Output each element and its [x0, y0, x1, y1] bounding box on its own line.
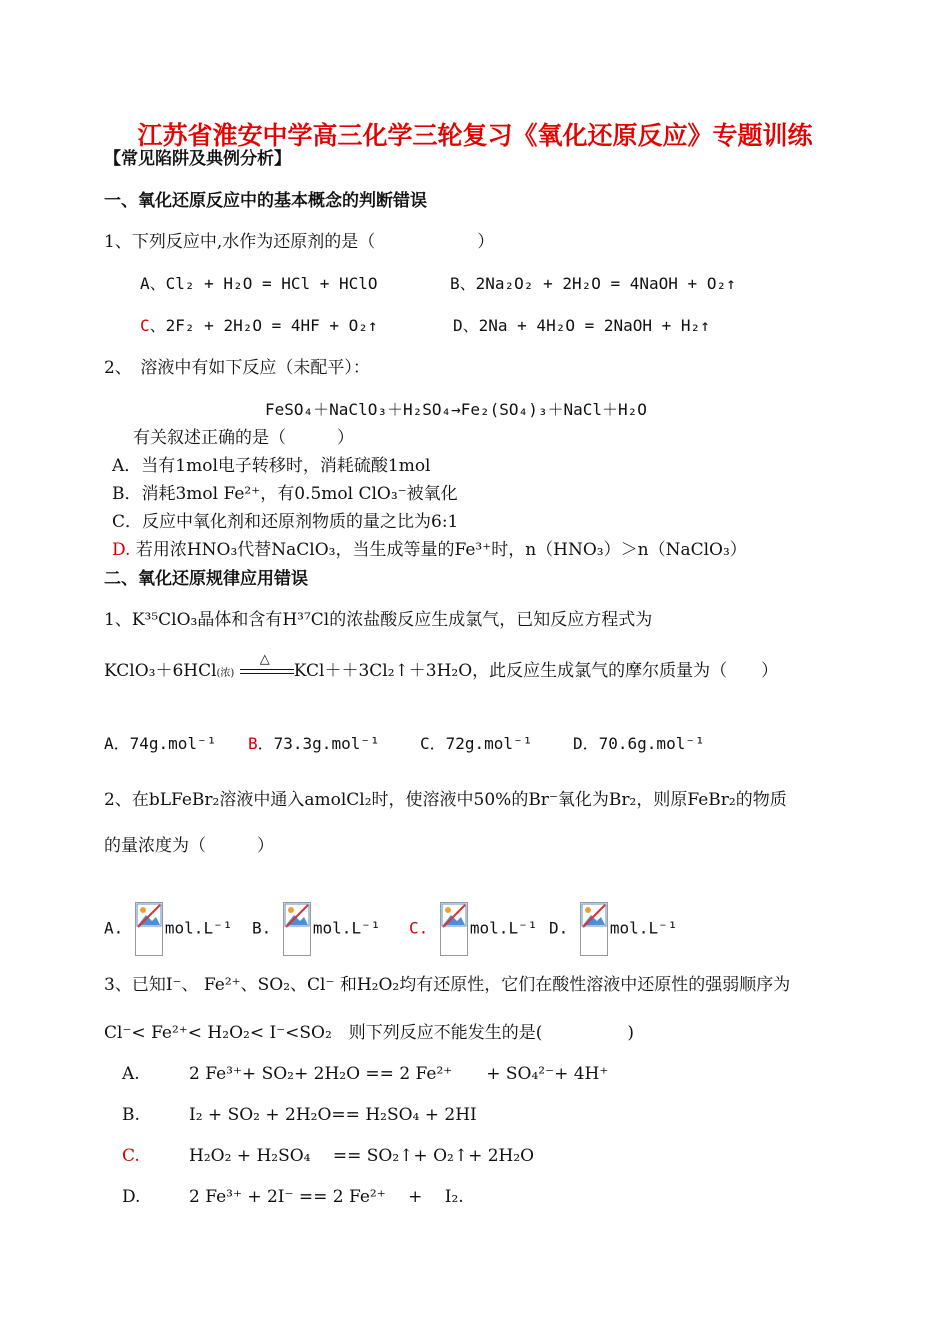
p2q2-unit: mol.L⁻¹ [164, 918, 233, 938]
page-title: 江苏省淮安中学高三化学三轮复习《氧化还原反应》专题训练 [137, 121, 813, 150]
p2q2-option-b-letter: B. [252, 918, 272, 938]
p2q3-stem-line2: Cl⁻< Fe²⁺< H₂O₂< I⁻<SO₂ 则下列反应不能发生的是( ) [104, 1023, 635, 1043]
broken-image-icon [440, 902, 468, 956]
broken-image-icon [580, 902, 608, 956]
broken-image-icon [283, 902, 311, 956]
q2-option-b: B．消耗3mol Fe²⁺，有0.5mol ClO₃⁻被氧化 [112, 484, 458, 504]
p2q2-option-d-letter: D. [549, 918, 569, 938]
p2q3-option-c-label: C. [122, 1146, 140, 1166]
p2q3-option-d-label: D. [122, 1187, 141, 1207]
broken-image-icon [135, 902, 163, 956]
q2-stem: 2、 溶液中有如下反应（未配平）： [104, 358, 370, 378]
q1-stem: 1、下列反应中,水作为还原剂的是（ ） [104, 232, 495, 252]
part2-heading: 二、氧化还原规律应用错误 [104, 569, 308, 589]
p2q3-option-d: 2 Fe³⁺ + 2I⁻ == 2 Fe²⁺ + I₂. [189, 1187, 464, 1207]
q1-option-c-text: 、2F₂ + 2H₂O = 4HF + O₂↑ [149, 316, 378, 335]
p2q2-unit: mol.L⁻¹ [469, 918, 538, 938]
q2-option-d [112, 539, 747, 561]
p2q1-option-b-text: ．73.3g.mol⁻¹ [257, 734, 380, 753]
part1-heading: 一、氧化还原反应中的基本概念的判断错误 [104, 191, 427, 211]
p2q2-option-a [104, 902, 232, 956]
p2q2-unit: mol.L⁻¹ [312, 918, 381, 938]
p2q3-option-b-label: B. [122, 1105, 140, 1125]
p2q1-eq-left: KClO₃＋6HCl [104, 661, 217, 681]
section-header: 【常见陷阱及典例分析】 [104, 149, 291, 169]
p2q2-option-b [252, 902, 380, 956]
p2q2-option-c-letter: C. [409, 918, 429, 938]
p2q1-eq-cond: (浓) [216, 668, 235, 679]
q2-option-d-letter: D. [112, 540, 131, 560]
p2q1-option-a: A．74g.mol⁻¹ [104, 734, 217, 753]
p2q2-stem-line2: 的量浓度为（ ） [104, 836, 274, 856]
p2q1-eq-right: KCl＋＋3Cl₂↑＋3H₂O，此反应生成氯气的摩尔质量为（ ） [293, 661, 779, 681]
p2q1-eq-arrow [240, 651, 294, 683]
q2-equation: FeSO₄＋NaClO₃＋H₂SO₄→Fe₂(SO₄)₃＋NaCl＋H₂O [265, 400, 647, 419]
q2-prompt: 有关叙述正确的是（ ） [133, 428, 354, 448]
p2q2-stem-line1: 2、在bLFeBr₂溶液中通入amolCl₂时，使溶液中50%的Br⁻氧化为Br₂，则原FeBr₂的物质 [104, 790, 787, 810]
q1-option-b: B、2Na₂O₂ + 2H₂O = 4NaOH + O₂↑ [450, 274, 736, 293]
q1-option-d: D、2Na + 4H₂O = 2NaOH + H₂↑ [453, 316, 710, 335]
p2q3-option-a-label: A. [122, 1064, 140, 1084]
q2-option-d-text: 若用浓HNO₃代替NaClO₃，当生成等量的Fe³⁺时，n（HNO₃）＞n（NaClO₃） [130, 540, 747, 560]
p2q1-option-d: D．70.6g.mol⁻¹ [573, 734, 705, 753]
p2q3-stem-line1: 3、已知I⁻、 Fe²⁺、SO₂、Cl⁻ 和H₂O₂均有还原性，它们在酸性溶液中还原性的强弱顺序为 [104, 975, 791, 995]
heat-symbol: △ [259, 651, 270, 667]
p2q1-option-b-letter: B [248, 734, 258, 753]
p2q1-option-c: C．72g.mol⁻¹ [420, 734, 533, 753]
q2-option-a: A．当有1mol电子转移时，消耗硫酸1mol [112, 456, 431, 476]
p2q3-option-b: I₂ + SO₂ + 2H₂O== H₂SO₄ + 2HI [189, 1105, 477, 1125]
p2q2-option-c [409, 902, 537, 956]
p2q2-option-a-letter: A. [104, 918, 124, 938]
p2q1-equation [104, 651, 779, 685]
q1-option-c-letter: C [140, 316, 150, 335]
p2q1-option-b [248, 733, 380, 755]
q2-option-c: C．反应中氧化剂和还原剂物质的量之比为6:1 [112, 512, 459, 532]
p2q3-option-c: H₂O₂ + H₂SO₄ == SO₂↑+ O₂↑+ 2H₂O [189, 1146, 535, 1166]
q1-option-c [140, 315, 378, 337]
p2q3-option-a: 2 Fe³⁺+ SO₂+ 2H₂O == 2 Fe²⁺ + SO₄²⁻+ 4H⁺ [189, 1064, 609, 1084]
p2q1-stem: 1、K³⁵ClO₃晶体和含有H³⁷Cl的浓盐酸反应生成氯气，已知反应方程式为 [104, 610, 653, 630]
p2q2-option-d [549, 902, 677, 956]
q1-option-a: A、Cl₂ + H₂O = HCl + HClO [140, 274, 378, 293]
p2q2-unit: mol.L⁻¹ [609, 918, 678, 938]
